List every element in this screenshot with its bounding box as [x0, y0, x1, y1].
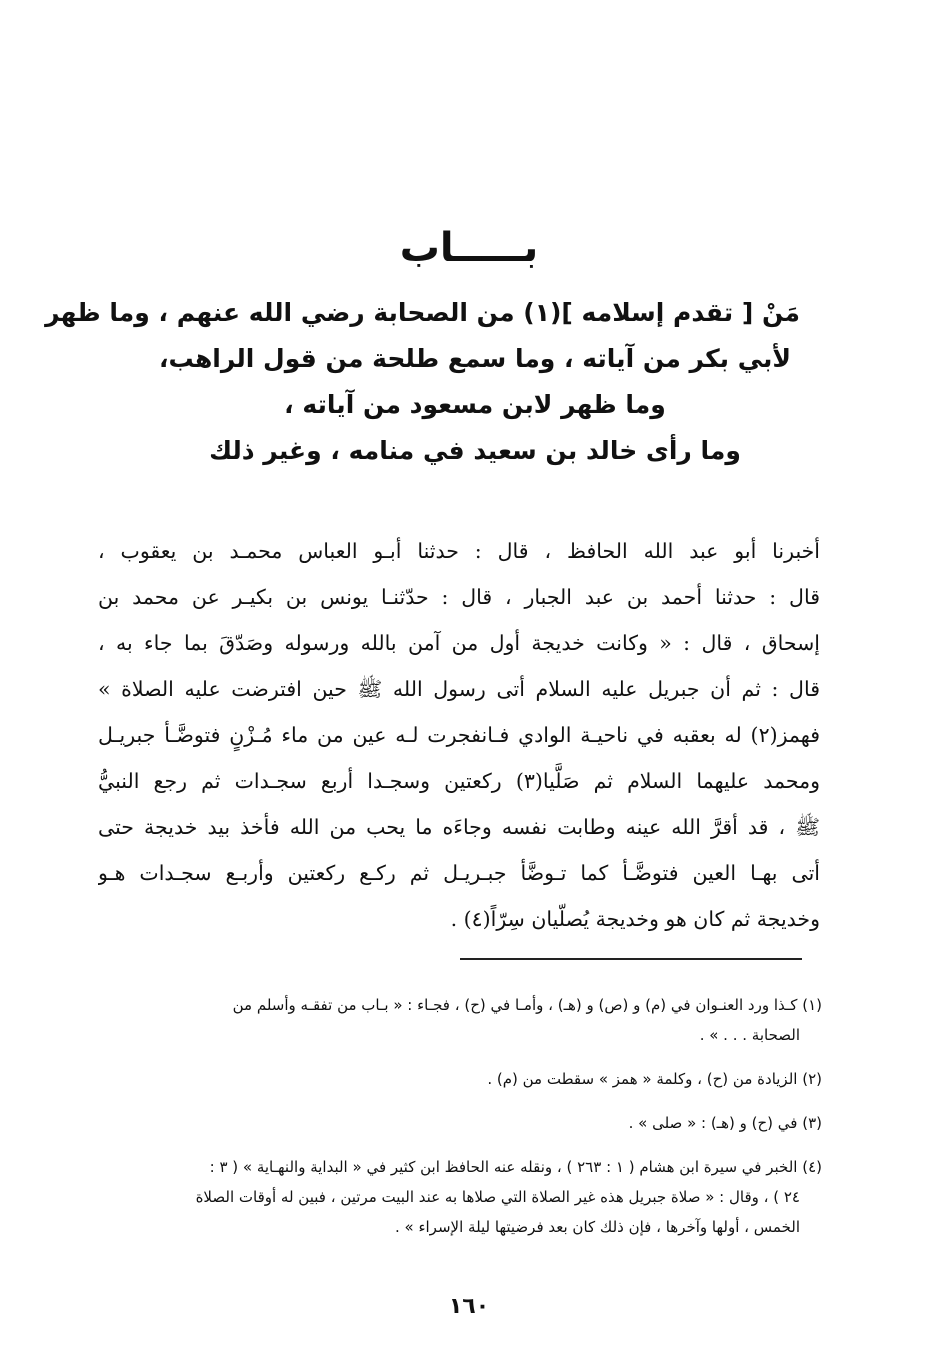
footnotes: [100, 990, 822, 1256]
footnote-3: [100, 1108, 822, 1138]
heading-line: مَنْ [ تقدم إسلامه ](١) من الصحابة رضي الله عنهم ، وما ظهر: [45, 298, 800, 327]
footnote-line: الخمس ، أولها وآخرها ، فإن ذلك كان بعد فرضيتها ليلة الإسراء » .: [394, 1218, 800, 1236]
footnote-4: [100, 1152, 822, 1242]
heading-line: لأبي بكر من آياته ، وما سمع طلحة من قول الراهب،: [158, 344, 792, 373]
body-line: ومحمد عليهما السلام ثم صَلَّيا(٣) ركعتين وسجـدا أربع سجـدات ثم رجع النبيُّ: [98, 769, 820, 793]
footnote-line: ٢٤ ) ، وقال : « صلاة جبريل هذه غير الصلاة التي صلاها به عند البيت مرتين ، فبين له أوقات الصلاة: [195, 1188, 800, 1206]
body-line: ﷺ ، قد أقرَّ الله عينه وطابت نفسه وجاءَه ما يحب من الله فأخذ بيد خديجة حتى: [98, 815, 820, 839]
body-line: أتى بهـا العين فتوضَّـأ كما تـوضَّأ جبـريـل ثم ركـع ركعتين وأربـع سجـدات هـو: [98, 861, 820, 885]
footnote-line: (٤) الخبر في سيرة ابن هشام ( ١ : ٢٦٣ ) ، ونقله عنه الحافظ ابن كثير في « البداية والنهـاية » ( ٣ :: [209, 1158, 822, 1176]
chapter-label: بـــــاب: [399, 225, 539, 271]
body-line: إسحاق ، قال : « وكانت خديجة أول من آمن بالله ورسوله وصَدّقَ بما جاء به ،: [98, 631, 820, 655]
footnote-line: الصحابة . . . » .: [699, 1026, 800, 1044]
body-line: أخبرنا أبو عبد الله الحافظ ، قال : حدثنا أبـو العباس محمـد بن يعقوب ،: [98, 539, 820, 563]
footnote-line: (١) كـذا ورد العنـوان في (م) و (ص) و (هـ) ، وأمـا في (ح) ، فجـاء : « بـاب من تفقـه وأسلم من: [232, 996, 822, 1014]
body-line: قال : حدثنا أحمد بن عبد الجبار ، قال : حدّثنـا يونس بن بكيـر عن محمد بن: [98, 585, 820, 609]
footnote-divider: [460, 958, 802, 960]
footnote-line: (٢) الزيادة من (ح) ، وكلمة « همز » سقطت من (م) .: [487, 1070, 822, 1088]
body-line: فهمز(٢) له بعقبه في ناحيـة الوادي فـانفجرت لـه عين من ماء مُـزْنٍ فتوضَّـأ جبريـل: [98, 723, 820, 747]
footnote-1: [100, 990, 822, 1050]
chapter-heading: [45, 290, 800, 474]
body-line: وخديجة ثم كان هو وخديجة يُصلّيان سِرّاً(٤) .: [450, 907, 820, 931]
body-line: قال : ثم أن جبريل عليه السلام أتى رسول الله ﷺ حين افترضت عليه الصلاة »: [98, 677, 820, 701]
heading-line: وما رأى خالد بن سعيد في منامه ، وغير ذلك: [209, 436, 741, 465]
footnote-2: [100, 1064, 822, 1094]
page-number: ١٦٠: [448, 1294, 490, 1319]
heading-line: وما ظهر لابن مسعود من آياته ،: [284, 390, 666, 419]
body-paragraph: [98, 528, 820, 942]
footnote-line: (٣) في (ح) و (هـ) : « صلى » .: [628, 1114, 822, 1132]
